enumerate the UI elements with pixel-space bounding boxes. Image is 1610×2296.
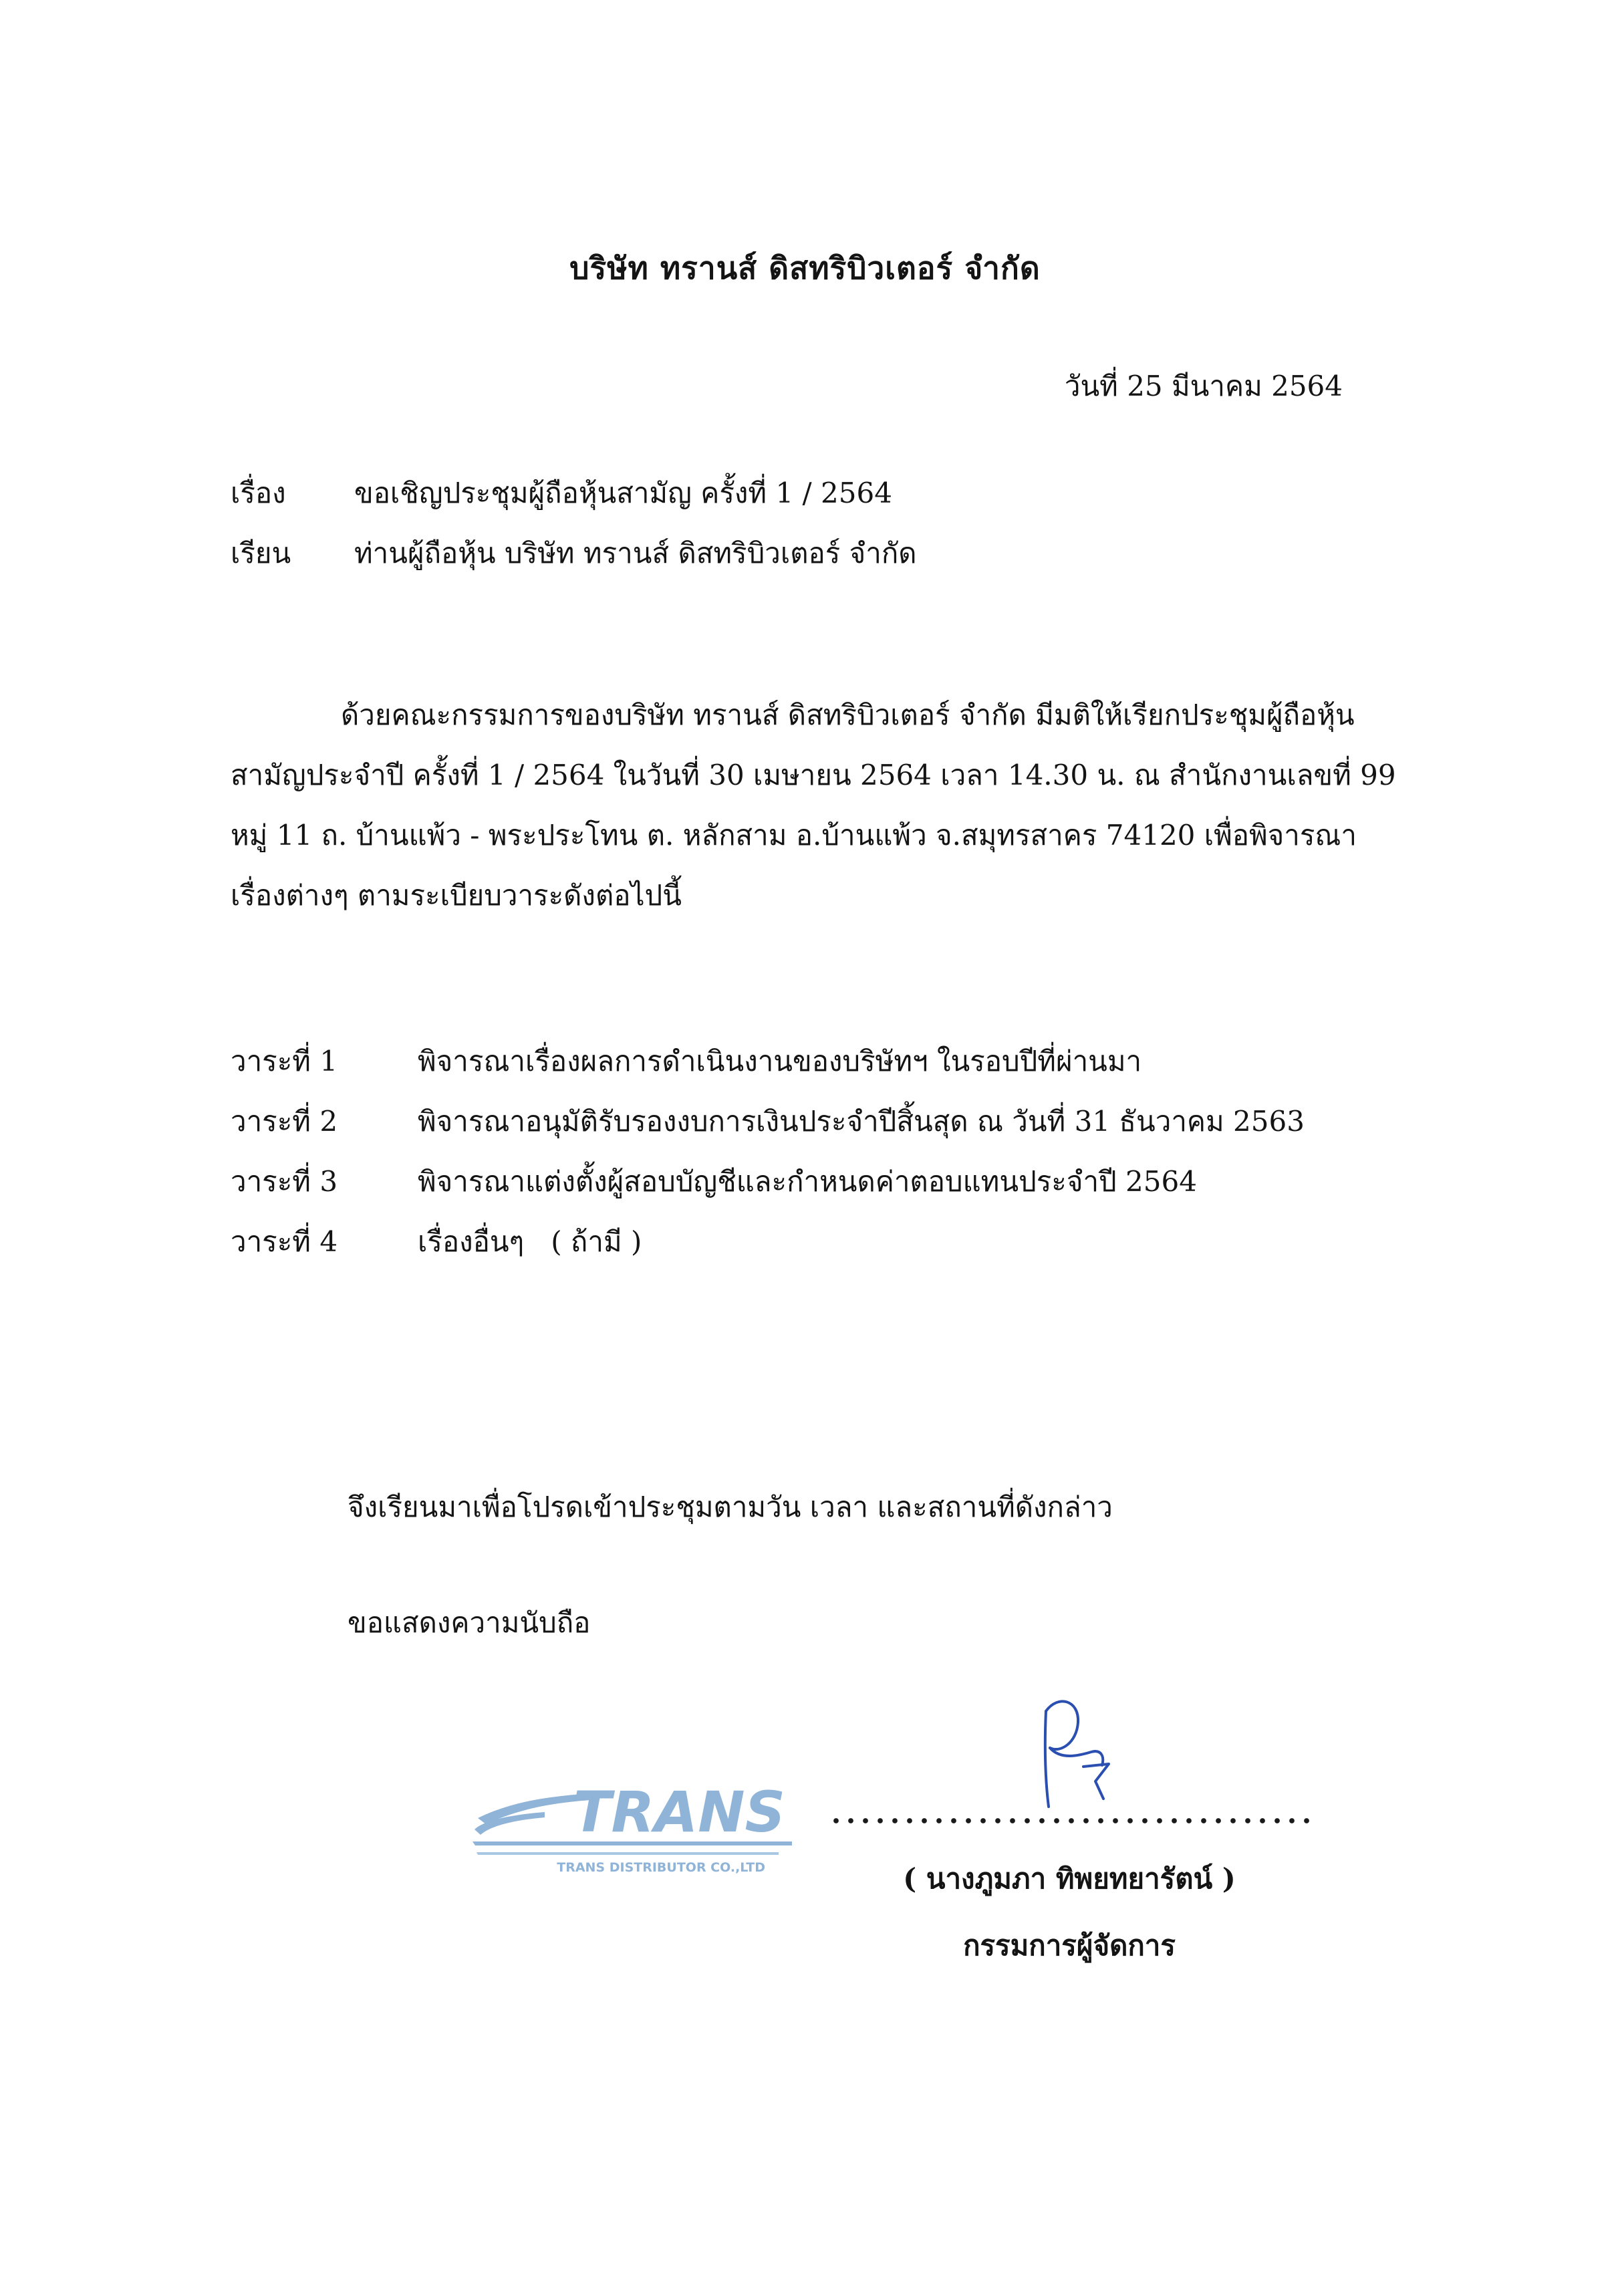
letter-date: วันที่ 25 มีนาคม 2564: [1064, 370, 1343, 402]
company-logo: [471, 1755, 805, 1875]
subject-value: ขอเชิญประชุมผู้ถือหุ้นสามัญ ครั้งที่ 1 / 2564: [354, 477, 892, 509]
agenda-label: วาระที่ 4: [231, 1225, 338, 1258]
body-line: ด้วยคณะกรรมการของบริษัท ทรานส์ ดิสทริบิวเตอร์ จำกัด มีมติให้เรียกประชุมผู้ถือหุ้น: [341, 698, 1355, 731]
signatory-position: กรรมการผู้จัดการ: [963, 1929, 1176, 1962]
agenda-text: เรื่องอื่นๆ ( ถ้ามี ): [418, 1225, 642, 1258]
body-line: เรื่องต่างๆ ตามระเบียบวาระดังต่อไปนี้: [231, 879, 682, 912]
agenda-text: พิจารณาอนุมัติรับรองงบการเงินประจำปีสิ้นสุด ณ วันที่ 31 ธันวาคม 2563: [418, 1105, 1305, 1138]
signature-dotted-line: [829, 1817, 1310, 1825]
subject-label: เรื่อง: [231, 477, 286, 509]
logo-subtext: TRANS DISTRIBUTOR CO.,LTD: [557, 1860, 765, 1875]
recipient-label: เรียน: [231, 537, 291, 569]
closing-regards: ขอแสดงความนับถือ: [348, 1606, 591, 1639]
agenda-label: วาระที่ 1: [231, 1045, 338, 1077]
body-paragraph: [231, 685, 1396, 926]
signatory-name: ( นางภูมภา ทิพยทยารัตน์ ): [903, 1862, 1236, 1895]
handwritten-signature: [1026, 1681, 1126, 1815]
logo-brand: TRANS: [573, 1779, 785, 1845]
body-line: หมู่ 11 ถ. บ้านแพ้ว - พระประโทน ต. หลักสาม อ.บ้านแพ้ว จ.สมุทรสาคร 74120 เพื่อพิจารณา: [231, 819, 1357, 852]
agenda-label: วาระที่ 2: [231, 1105, 338, 1138]
agenda-text: พิจารณาเรื่องผลการดำเนินงานของบริษัทฯ ในรอบปีที่ผ่านมา: [418, 1045, 1142, 1077]
recipient-value: ท่านผู้ถือหุ้น บริษัท ทรานส์ ดิสทริบิวเตอร์ จำกัด: [354, 537, 917, 569]
closing-sentence: จึงเรียนมาเพื่อโปรดเข้าประชุมตามวัน เวลา และสถานที่ดังกล่าว: [348, 1491, 1113, 1523]
logo-underline-thin: [477, 1852, 779, 1855]
body-line: สามัญประจำปี ครั้งที่ 1 / 2564 ในวันที่ 30 เมษายน 2564 เวลา 14.30 น. ณ สำนักงานเลขที่ 99: [231, 759, 1396, 791]
company-title: บริษัท ทรานส์ ดิสทริบิวเตอร์ จำกัด: [569, 250, 1041, 286]
agenda-text: พิจารณาแต่งตั้งผู้สอบบัญชีและกำหนดค่าตอบแทนประจำปี 2564: [418, 1165, 1197, 1198]
agenda-label: วาระที่ 3: [231, 1165, 338, 1198]
